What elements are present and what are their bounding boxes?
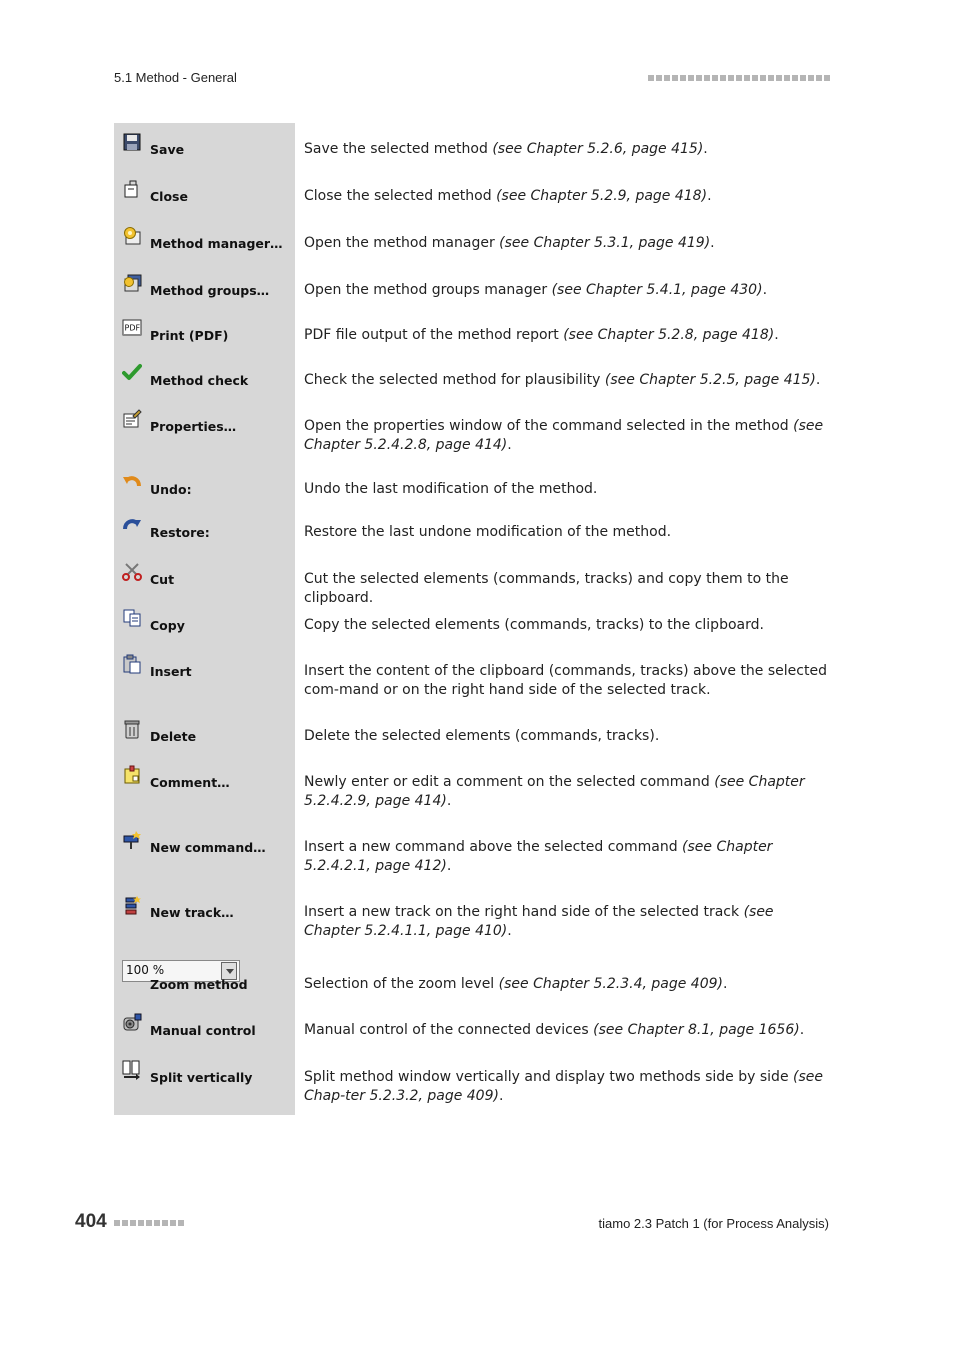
dot	[720, 75, 726, 81]
dot	[178, 1220, 184, 1226]
table-row	[114, 283, 830, 323]
command-label: New command…	[150, 840, 266, 855]
command-description: Check the selected method for plausibility (see Chapter 5.2.5, page 415).	[304, 372, 821, 388]
command-label: Zoom method	[150, 977, 248, 992]
command-cell	[114, 572, 295, 612]
command-label: Method check	[150, 373, 249, 388]
dot	[114, 1220, 120, 1226]
table-row	[114, 572, 830, 612]
command-label: Close	[150, 189, 188, 204]
trash-icon	[122, 719, 142, 739]
dot	[800, 75, 806, 81]
command-description: Manual control of the connected devices (see Chapter 8.1, page 1656).	[304, 1022, 805, 1038]
close-icon	[122, 179, 142, 199]
command-description: Copy the selected elements (commands, tracks) to the clipboard.	[304, 617, 764, 633]
dot	[792, 75, 798, 81]
command-label: Restore:	[150, 525, 210, 540]
command-cell	[114, 729, 295, 769]
table-row	[114, 323, 830, 368]
command-cell	[114, 189, 295, 229]
command-label: Manual control	[150, 1023, 256, 1038]
command-cell	[114, 323, 295, 368]
dot	[154, 1220, 160, 1226]
dot	[768, 75, 774, 81]
running-header: 5.1 Method - General	[114, 70, 237, 85]
command-description: Restore the last undone modification of the method.	[304, 524, 672, 540]
dot	[760, 75, 766, 81]
command-cell	[114, 963, 295, 1017]
command-cell	[114, 1070, 295, 1110]
table-row	[114, 189, 830, 229]
command-description: Insert the content of the clipboard (commands, tracks) above the selected com-mand or on the right hand side of the selected track.	[304, 663, 827, 698]
dot	[808, 75, 814, 81]
table-row	[114, 419, 830, 475]
dot	[162, 1220, 168, 1226]
command-description: Open the method manager (see Chapter 5.3.1, page 419).	[304, 235, 715, 251]
table-row	[114, 775, 830, 831]
restore-icon	[122, 515, 142, 535]
table-row	[114, 482, 830, 522]
command-label: Undo:	[150, 482, 192, 497]
table-row	[114, 729, 830, 769]
method-manager-icon	[122, 226, 142, 246]
pdf-icon	[122, 318, 142, 338]
dot	[664, 75, 670, 81]
table-row	[114, 373, 830, 413]
dot	[752, 75, 758, 81]
command-cell	[114, 775, 295, 831]
method-groups-icon	[122, 273, 142, 293]
command-description: Insert a new track on the right hand side of the selected track (see Chapter 5.2.4.1.1, page 410).	[304, 904, 774, 939]
command-description: Newly enter or edit a comment on the selected command (see Chapter 5.2.4.2.9, page 414).	[304, 774, 805, 809]
dot	[744, 75, 750, 81]
command-cell	[114, 905, 295, 961]
command-label: Copy	[150, 618, 185, 633]
dot	[816, 75, 822, 81]
comment-icon	[122, 765, 142, 785]
command-cell	[114, 142, 295, 182]
split-vertical-icon	[122, 1060, 142, 1080]
table-row	[114, 840, 830, 896]
command-description: Delete the selected elements (commands, tracks).	[304, 728, 660, 744]
command-description: Cut the selected elements (commands, tracks) and copy them to the clipboard.	[304, 571, 789, 606]
command-cell	[114, 236, 295, 276]
command-description: Open the method groups manager (see Chapter 5.4.1, page 430).	[304, 282, 768, 298]
save-icon	[122, 132, 142, 152]
scissors-icon	[122, 562, 142, 582]
command-label: Method groups…	[150, 283, 270, 298]
manual-control-icon	[122, 1013, 142, 1033]
command-label: Save	[150, 142, 185, 157]
command-cell	[114, 373, 295, 413]
command-cell	[114, 618, 295, 658]
dot	[776, 75, 782, 81]
dot	[146, 1220, 152, 1226]
table-row	[114, 618, 830, 658]
zoom-value: 100 %	[126, 963, 165, 977]
table-row	[114, 664, 830, 720]
table-row	[114, 525, 830, 565]
dot	[728, 75, 734, 81]
command-cell	[114, 283, 295, 323]
clipboard-icon	[122, 654, 142, 674]
dot	[170, 1220, 176, 1226]
table-row	[114, 1070, 830, 1110]
command-description: Split method window vertically and display two methods side by side (see Chap-ter 5.2.3.2, page 409).	[304, 1069, 823, 1104]
footer-product: tiamo 2.3 Patch 1 (for Process Analysis)	[598, 1216, 829, 1231]
dot	[138, 1220, 144, 1226]
table-row	[114, 142, 830, 182]
command-cell	[114, 840, 295, 896]
table-row	[114, 905, 830, 961]
dot	[130, 1220, 136, 1226]
command-description: Close the selected method (see Chapter 5.2.9, page 418).	[304, 188, 712, 204]
table-row	[114, 1023, 830, 1063]
command-cell	[114, 1023, 295, 1063]
dot	[784, 75, 790, 81]
dot	[688, 75, 694, 81]
command-description: Save the selected method (see Chapter 5.2.6, page 415).	[304, 141, 708, 157]
command-description: Insert a new command above the selected command (see Chapter 5.2.4.2.1, page 412).	[304, 839, 773, 874]
dot	[736, 75, 742, 81]
dot	[696, 75, 702, 81]
dot	[656, 75, 662, 81]
table-row	[114, 963, 830, 1017]
command-cell	[114, 419, 295, 475]
command-label: New track…	[150, 905, 234, 920]
command-description: Selection of the zoom level (see Chapter 5.2.3.4, page 409).	[304, 976, 728, 992]
svg-text:PDF: PDF	[124, 323, 141, 333]
copy-icon	[122, 608, 142, 628]
undo-icon	[122, 472, 142, 492]
checkmark-icon	[122, 363, 142, 383]
command-label: Split vertically	[150, 1070, 253, 1085]
command-description: PDF file output of the method report (see Chapter 5.2.8, page 418).	[304, 327, 779, 343]
new-track-icon	[122, 895, 142, 915]
dot	[680, 75, 686, 81]
command-label: Print (PDF)	[150, 328, 229, 343]
command-label: Cut	[150, 572, 175, 587]
dot	[122, 1220, 128, 1226]
command-description: Undo the last modification of the method.	[304, 481, 598, 497]
footer-decoration	[114, 1220, 184, 1226]
header-decoration	[648, 75, 830, 81]
properties-icon	[122, 409, 142, 429]
command-label: Insert	[150, 664, 192, 679]
command-cell	[114, 664, 295, 720]
page-number: 404	[75, 1211, 107, 1232]
dot	[704, 75, 710, 81]
dot	[824, 75, 830, 81]
dot	[672, 75, 678, 81]
dot	[648, 75, 654, 81]
command-label: Comment…	[150, 775, 230, 790]
new-command-icon	[122, 830, 142, 850]
command-description: Open the properties window of the command selected in the method (see Chapter 5.2.4.2.8, page 414).	[304, 418, 824, 453]
command-cell	[114, 525, 295, 565]
command-label: Properties…	[150, 419, 237, 434]
dot	[712, 75, 718, 81]
command-label: Method manager…	[150, 236, 283, 251]
table-row	[114, 236, 830, 276]
command-label: Delete	[150, 729, 197, 744]
